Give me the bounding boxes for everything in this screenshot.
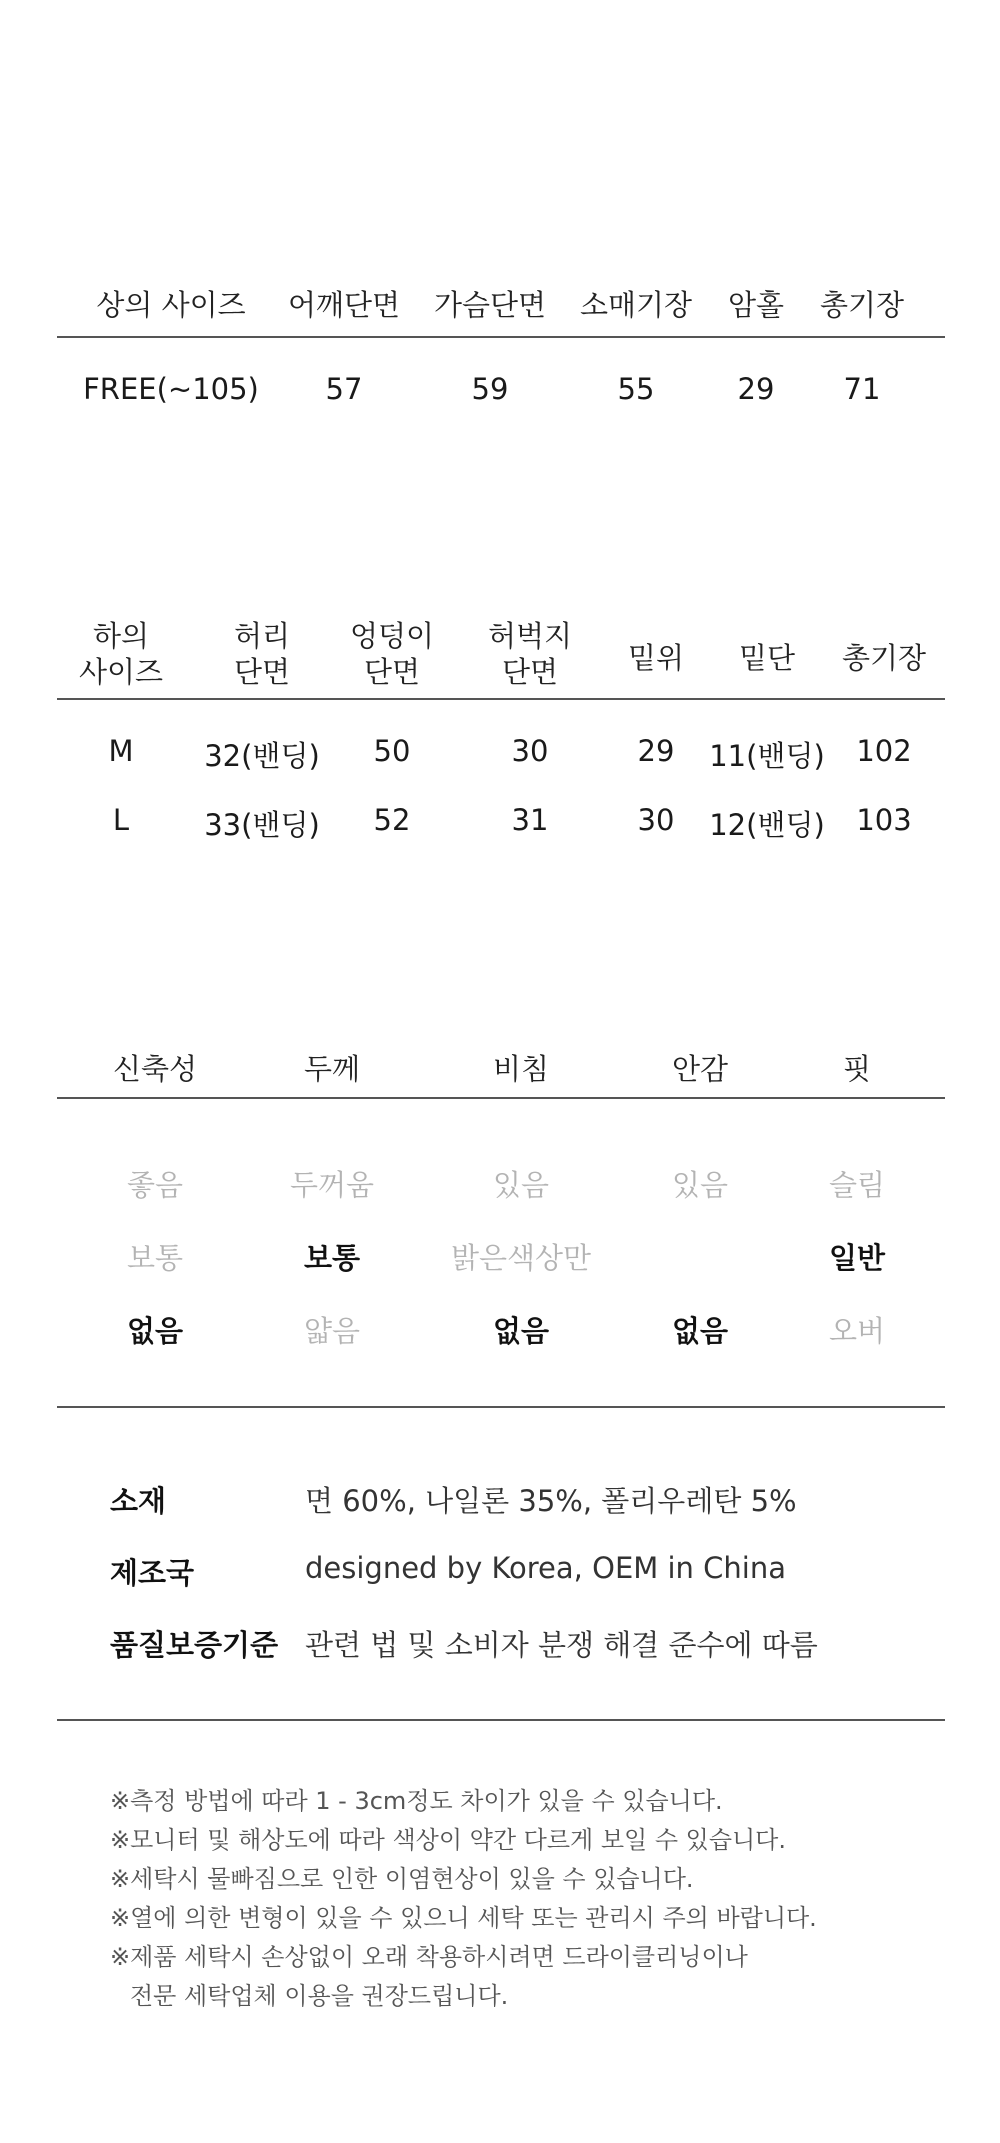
fabric-option: 보통 xyxy=(126,1241,184,1275)
fabric-header-thickness: 두께 xyxy=(303,1052,361,1086)
table-cell: 30 xyxy=(511,734,549,768)
table-cell: 30 xyxy=(637,803,675,837)
fabric-option-selected: 보통 xyxy=(303,1241,361,1275)
note-line: ※측정 방법에 따라 1 - 3cm정도 차이가 있을 수 있습니다. xyxy=(110,1787,723,1815)
bottom-header-hip xyxy=(350,618,434,690)
note-line: ※제품 세탁시 손상없이 오래 착용하시려면 드라이클리닝이나 xyxy=(110,1943,748,1971)
table-cell: 12(밴딩) xyxy=(709,808,825,842)
fabric-header-stretch: 신축성 xyxy=(112,1052,198,1086)
fabric-option: 오버 xyxy=(828,1314,886,1348)
section-divider xyxy=(57,1719,945,1721)
table-cell: 59 xyxy=(471,372,509,406)
table-cell: L xyxy=(112,803,130,837)
header-line: 단면 xyxy=(501,655,559,689)
bottom-header-rise: 밑위 xyxy=(627,641,685,675)
fabric-header-fit: 핏 xyxy=(842,1052,872,1086)
detail-label-origin: 제조국 xyxy=(110,1556,195,1590)
top-header-chest: 가슴단면 xyxy=(433,288,547,322)
fabric-option: 있음 xyxy=(671,1168,729,1202)
header-line: 단면 xyxy=(363,655,421,689)
fabric-option-selected: 없음 xyxy=(671,1314,729,1348)
table-cell: 52 xyxy=(373,803,411,837)
fabric-option-selected: 없음 xyxy=(126,1314,184,1348)
table-cell: 31 xyxy=(511,803,549,837)
table-cell: 102 xyxy=(856,734,912,768)
detail-label-warranty: 품질보증기준 xyxy=(110,1628,279,1662)
note-line: ※모니터 및 해상도에 따라 색상이 약간 다르게 보일 수 있습니다. xyxy=(110,1826,786,1854)
detail-value-warranty: 관련 법 및 소비자 분쟁 해결 준수에 따름 xyxy=(305,1628,818,1662)
table-cell: 55 xyxy=(617,372,655,406)
detail-value-origin: designed by Korea, OEM in China xyxy=(305,1551,786,1585)
fabric-header-sheerness: 비침 xyxy=(492,1052,550,1086)
note-line: 전문 세탁업체 이용을 권장드립니다. xyxy=(130,1982,509,2010)
note-line: ※열에 의한 변형이 있을 수 있으니 세탁 또는 관리시 주의 바랍니다. xyxy=(110,1904,817,1932)
section-divider xyxy=(57,1406,945,1408)
bottom-header-thigh xyxy=(488,618,572,690)
header-line: 하의 xyxy=(92,619,150,653)
fabric-option: 얇음 xyxy=(303,1314,361,1348)
detail-value-material: 면 60%, 나일론 35%, 폴리우레탄 5% xyxy=(305,1484,797,1518)
top-header-shoulder: 어깨단면 xyxy=(287,288,401,322)
table-cell: 32(밴딩) xyxy=(204,739,320,773)
fabric-option: 있음 xyxy=(492,1168,550,1202)
table-cell: 33(밴딩) xyxy=(204,808,320,842)
table-cell: 57 xyxy=(325,372,363,406)
top-table-divider xyxy=(57,336,945,338)
detail-label-material: 소재 xyxy=(110,1484,167,1518)
fabric-option: 슬림 xyxy=(828,1168,886,1202)
header-line: 단면 xyxy=(233,655,291,689)
bottom-header-hem: 밑단 xyxy=(738,641,796,675)
top-header-armhole: 암홀 xyxy=(727,288,785,322)
fabric-option: 좋음 xyxy=(126,1168,184,1202)
top-header-size: 상의 사이즈 xyxy=(96,288,246,322)
bottom-header-length: 총기장 xyxy=(841,641,927,675)
header-line: 허벅지 xyxy=(487,619,573,653)
table-cell: 103 xyxy=(856,803,912,837)
top-header-sleeve: 소매기장 xyxy=(579,288,693,322)
table-cell: 29 xyxy=(637,734,675,768)
bottom-header-size xyxy=(79,618,163,690)
fabric-option-selected: 없음 xyxy=(492,1314,550,1348)
table-cell: 71 xyxy=(843,372,881,406)
bottom-table-divider xyxy=(57,698,945,700)
fabric-table-divider xyxy=(57,1097,945,1099)
table-cell: M xyxy=(108,734,134,768)
table-cell: 29 xyxy=(737,372,775,406)
fabric-option: 밝은색상만 xyxy=(450,1241,592,1275)
fabric-option: 두꺼움 xyxy=(289,1168,375,1202)
table-cell: 11(밴딩) xyxy=(709,739,825,773)
header-line: 사이즈 xyxy=(78,655,164,689)
header-line: 허리 xyxy=(233,619,291,653)
table-cell: FREE(~105) xyxy=(83,372,259,406)
table-cell: 50 xyxy=(373,734,411,768)
top-header-length: 총기장 xyxy=(819,288,905,322)
fabric-header-lining: 안감 xyxy=(671,1052,729,1086)
bottom-header-waist xyxy=(234,618,290,690)
note-line: ※세탁시 물빠짐으로 인한 이염현상이 있을 수 있습니다. xyxy=(110,1865,694,1893)
fabric-option-selected: 일반 xyxy=(828,1241,886,1275)
header-line: 엉덩이 xyxy=(349,619,435,653)
